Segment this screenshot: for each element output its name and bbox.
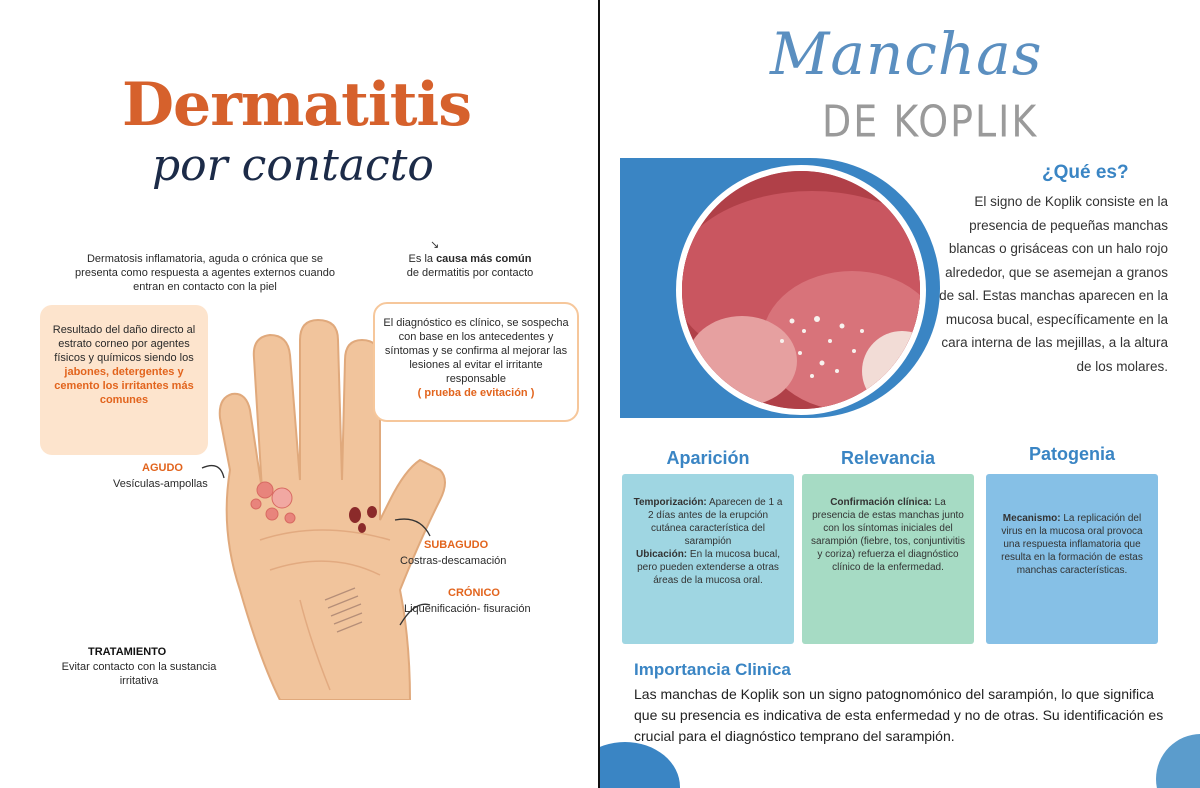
irritants-highlight: jabones, detergentes y cemento los irritantes más comunes [54, 366, 194, 406]
subagudo-label: SUBAGUDO [424, 539, 489, 551]
what-is-line: blancas o grisáceas con un halo rojo [948, 241, 1168, 256]
card-bold: Ubicación: [636, 549, 688, 560]
cause-post: de dermatitis por contacto [406, 267, 534, 279]
patogenia-heading: Patogenia [1028, 444, 1116, 464]
agudo-label: AGUDO [142, 462, 183, 474]
what-is-line: cara interna de las mejillas, a la altura [941, 335, 1168, 350]
decorative-blob-left [600, 742, 680, 788]
cronico-desc: Liquenificación- fisuración [404, 603, 531, 615]
definition-line: entran en contacto con la piel [133, 281, 277, 293]
diagnosis-highlight: ( prueba de evitación ) [417, 387, 535, 399]
card-bold: Mecanismo: [1002, 513, 1061, 524]
what-is-line: de sal. Estas manchas aparecen en la [939, 288, 1168, 303]
definition-text [55, 252, 355, 294]
damage-text: Resultado del daño directo al estrato corneo por agentes físicos y químicos siendo los [52, 324, 196, 364]
dermatitis-page [0, 0, 598, 788]
aparicion-heading: Aparición [666, 448, 750, 468]
koplik-title: Manchas [770, 20, 1043, 88]
card-text: La replicación del virus en la mucosa oral provoca una respuesta inflamatoria que resulta en la formación de estas manchas características. [1001, 513, 1143, 576]
what-is-line: de los molares. [1076, 358, 1168, 374]
oral-mucosa-photo [676, 165, 926, 415]
cause-bold: causa más común [436, 253, 532, 265]
what-is-line: El signo de Koplik consiste en la [974, 194, 1168, 209]
small-arrow-icon: ↘ [430, 238, 440, 251]
relevancia-card [802, 474, 974, 644]
treatment-label: TRATAMIENTO [88, 646, 167, 658]
cronico-label: CRÓNICO [448, 587, 500, 599]
diagnosis-text: El diagnóstico es clínico, se sospecha con base en los antecedentes y síntomas y se confirma al mejorar las lesiones al evitar el irritante responsable [383, 317, 569, 385]
patogenia-card [986, 474, 1158, 644]
what-is-line: alrededor, que se asemejan a granos [945, 264, 1168, 280]
card-text: En la mucosa bucal, pero pueden extenderse a otras áreas de la mucosa oral. [637, 549, 780, 586]
koplik-subtitle: DE KOPLIK [822, 96, 1039, 147]
importance-text: Las manchas de Koplik son un signo patognomónico del sarampión, lo que significa que su presencia es indicativa de esta enfermedad y no de otras. Su identificación es crucial para el diagnóstico temprano del sarampión. [634, 686, 1164, 744]
relevancia-heading: Relevancia [840, 448, 936, 468]
importance-heading: Importancia Clinica [634, 660, 791, 679]
card-bold: Confirmación clínica: [830, 497, 932, 508]
card-text: Aparecen de 1 a 2 días antes de la erupción cutánea característica del sarampión [647, 497, 783, 547]
definition-line: Dermatosis inflamatoria, aguda o crónica que se [86, 253, 323, 265]
what-is-text [922, 190, 1168, 378]
cause-text [405, 252, 535, 280]
koplik-page [600, 0, 1200, 788]
diagnosis-info-box [373, 302, 579, 422]
card-text: La presencia de estas manchas junto con los síntomas iniciales del sarampión (fiebre, tos, conjuntivitis y coriza) refuerza el diagnóstico clínico de la enfermedad. [811, 497, 965, 573]
damage-info-box [40, 305, 208, 455]
agudo-desc: Vesículas-ampollas [113, 478, 208, 490]
cause-pre: Es la [408, 253, 437, 265]
what-is-line: mucosa bucal, específicamente en la [945, 311, 1168, 327]
what-is-heading: ¿Qué es? [1042, 162, 1129, 183]
subagudo-desc: Costras-descamación [400, 555, 507, 567]
definition-line: presenta como respuesta a agentes externos cuando [75, 267, 335, 279]
aparicion-card [622, 474, 794, 644]
dermatitis-title: Dermatitis [122, 70, 471, 140]
card-bold: Temporización: [633, 497, 707, 508]
dermatitis-subtitle: por contacto [152, 140, 434, 191]
treatment-desc: Evitar contacto con la sustancia irritativa [61, 661, 217, 687]
what-is-line: presencia de pequeñas manchas [969, 217, 1168, 233]
